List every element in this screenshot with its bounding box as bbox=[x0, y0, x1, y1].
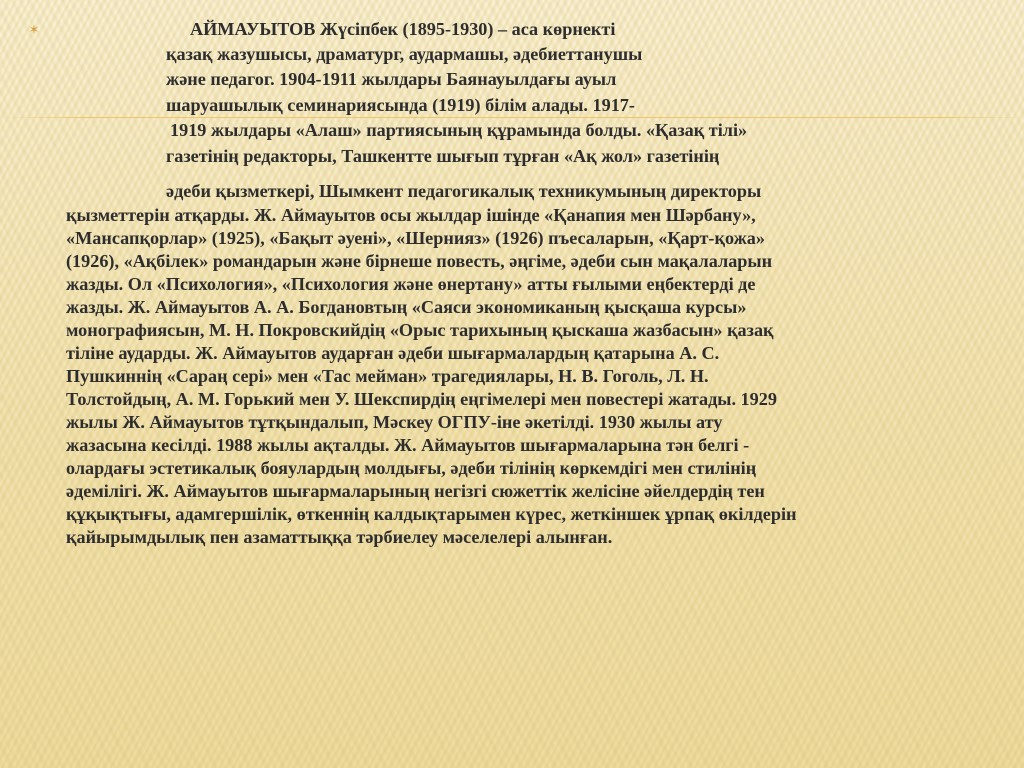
text-line: АЙМАУЫТОВ Жүсіпбек (1895-1930) – аса көрнекті bbox=[190, 19, 616, 39]
star-bullet-icon: ✶ bbox=[28, 23, 40, 38]
text-line: қызметтерін атқарды. Ж. Аймауытов осы жылдар ішінде «Қанапия мен Шәрбану», bbox=[66, 205, 756, 225]
text-line: Толстойдың, А. М. Горький мен У. Шекспирдің еңгімелері мен повестері жатады. 1929 bbox=[66, 389, 777, 409]
text-line: Пушкиннің «Сараң серi» мен «Тас мейман» трагедиялары, Н. В. Гоголь, Л. Н. bbox=[66, 366, 709, 386]
decorative-rule-line bbox=[0, 117, 1024, 118]
text-line: және педагог. 1904-1911 жылдары Баянауылдағы ауыл bbox=[166, 69, 617, 89]
text-line: қайырымдылық пен азаматтыққа тәрбиелеу мәселелері алынған. bbox=[66, 527, 613, 547]
text-line: әдеби қызметкері, Шымкент педагогикалық техникумының директоры bbox=[166, 181, 762, 201]
text-line: монографиясын, М. Н. Покровскийдің «Орыс тарихының қыскаша жазбасын» қазақ bbox=[66, 320, 774, 340]
text-line: әдемілігі. Ж. Аймауытов шығармаларының негізгі сюжеттік желісіне әйелдердің тен bbox=[66, 481, 765, 501]
text-line: (1926), «Ақбілек» романдарын және бірнеше повесть, әңгіме, әдеби сын мақалаларын bbox=[66, 251, 773, 271]
text-line: жазды. Ж. Аймауытов А. А. Богдановтың «Саяси экономиканың қысқаша курсы» bbox=[66, 297, 747, 317]
text-line: олардағы эстетикалық бояулардың молдығы, әдеби тілінің көркемдігі мен стилінің bbox=[66, 458, 757, 478]
text-line: қазақ жазушысы, драматург, аудармашы, әдебиеттанушы bbox=[166, 44, 643, 64]
text-line: жазды. Ол «Психология», «Психология және өнертану» атты ғылыми еңбектерді де bbox=[66, 274, 756, 294]
text-line: шаруашылық семинариясында (1919) білім алады. 1917- bbox=[166, 95, 635, 115]
text-line: «Мансапқорлар» (1925), «Бақыт әуені», «Шернияз» (1926) пъесаларын, «Қарт-қожа» bbox=[66, 228, 765, 248]
text-line: тіліне аударды. Ж. Аймауытов аударған әдеби шығармалардың қатарына А. С. bbox=[66, 343, 720, 363]
text-line: құқықтығы, адамгершілік, өткеннің калдықтарымен күрес, жеткіншек ұрпақ өкілдерін bbox=[66, 504, 797, 524]
text-line: жылы Ж. Аймауытов тұтқындалып, Мәскеу ОГПУ-іне әкетілді. 1930 жылы ату bbox=[66, 412, 723, 432]
text-line: газетінің редакторы, Ташкентте шығып тұрған «Ақ жол» газетінің bbox=[166, 146, 720, 166]
text-line: жазасына кесілді. 1988 жылы ақталды. Ж. Аймауытов шығармаларына тән белгі - bbox=[66, 435, 750, 455]
text-line: 1919 жылдары «Алаш» партиясының құрамында болды. «Қазақ тілі» bbox=[170, 120, 748, 140]
